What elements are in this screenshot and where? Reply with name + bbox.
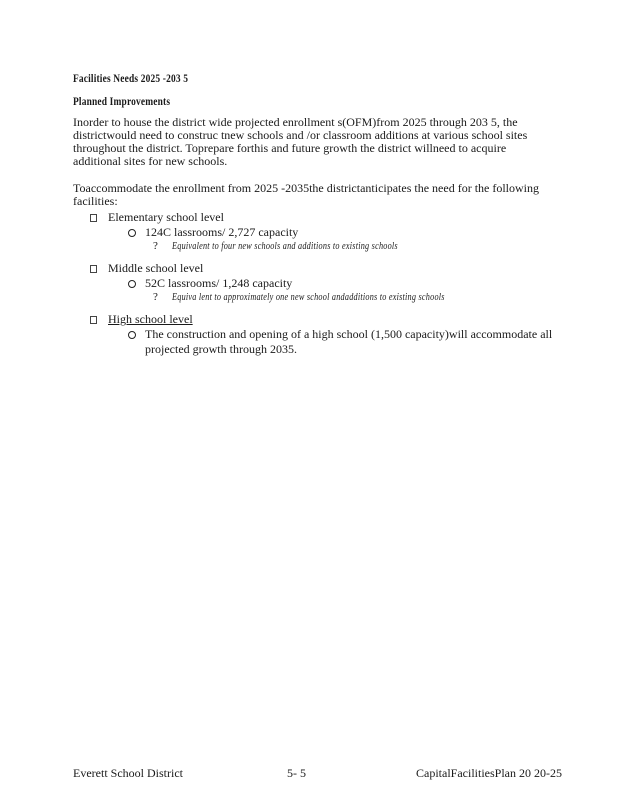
accommodate-paragraph (73, 182, 561, 208)
elementary-note-marker: ? (153, 240, 158, 252)
middle-capacity: 52C lassrooms/ 1,248 capacity (145, 276, 293, 290)
high-detail-line: projected growth through 2035. (145, 342, 297, 356)
high-detail-line: The construction and opening of a high school (1,500 capacity)will accommodate all (145, 327, 553, 341)
bullet-circle-icon (128, 229, 136, 237)
bullet-circle-icon (128, 280, 136, 288)
intro-line: Inorder to house the district wide projected enrollment s(OFM)from 2025 through 203 5, the (73, 115, 518, 129)
section-heading: Facilities Needs 2025 -203 5 (73, 73, 189, 85)
bullet-square-icon (90, 214, 97, 222)
middle-note: Equiva lent to approximately one new school andadditions to existing schools (172, 292, 445, 303)
elementary-capacity: 124C lassrooms/ 2,727 capacity (145, 225, 299, 239)
middle-level-label: Middle school level (108, 261, 204, 275)
intro-line: districtwould need to construc tnew schools and /or classroom additions at various school sites (73, 128, 528, 142)
middle-note-marker: ? (153, 291, 158, 303)
high-level-label: High school level (108, 312, 193, 326)
bullet-circle-icon (128, 331, 136, 339)
subsection-heading: Planned Improvements (73, 96, 171, 108)
footer-district: Everett School District (73, 766, 183, 780)
elementary-note: Equivalent to four new schools and additions to existing schools (172, 241, 398, 252)
intro-paragraph (73, 116, 561, 168)
accommodate-line: facilities: (73, 194, 118, 208)
footer-page-number: 5- 5 (287, 766, 306, 780)
intro-line: additional sites for new schools. (73, 154, 228, 168)
intro-line: throughout the district. Toprepare forthis and future growth the district willneed to acquire (73, 141, 507, 155)
bullet-square-icon (90, 265, 97, 273)
accommodate-line: Toaccommodate the enrollment from 2025 -2035the districtanticipates the need for the following (73, 181, 540, 195)
footer-plan-title: CapitalFacilitiesPlan 20 20-25 (416, 766, 562, 780)
bullet-square-icon (90, 316, 97, 324)
elementary-level-label: Elementary school level (108, 210, 224, 224)
